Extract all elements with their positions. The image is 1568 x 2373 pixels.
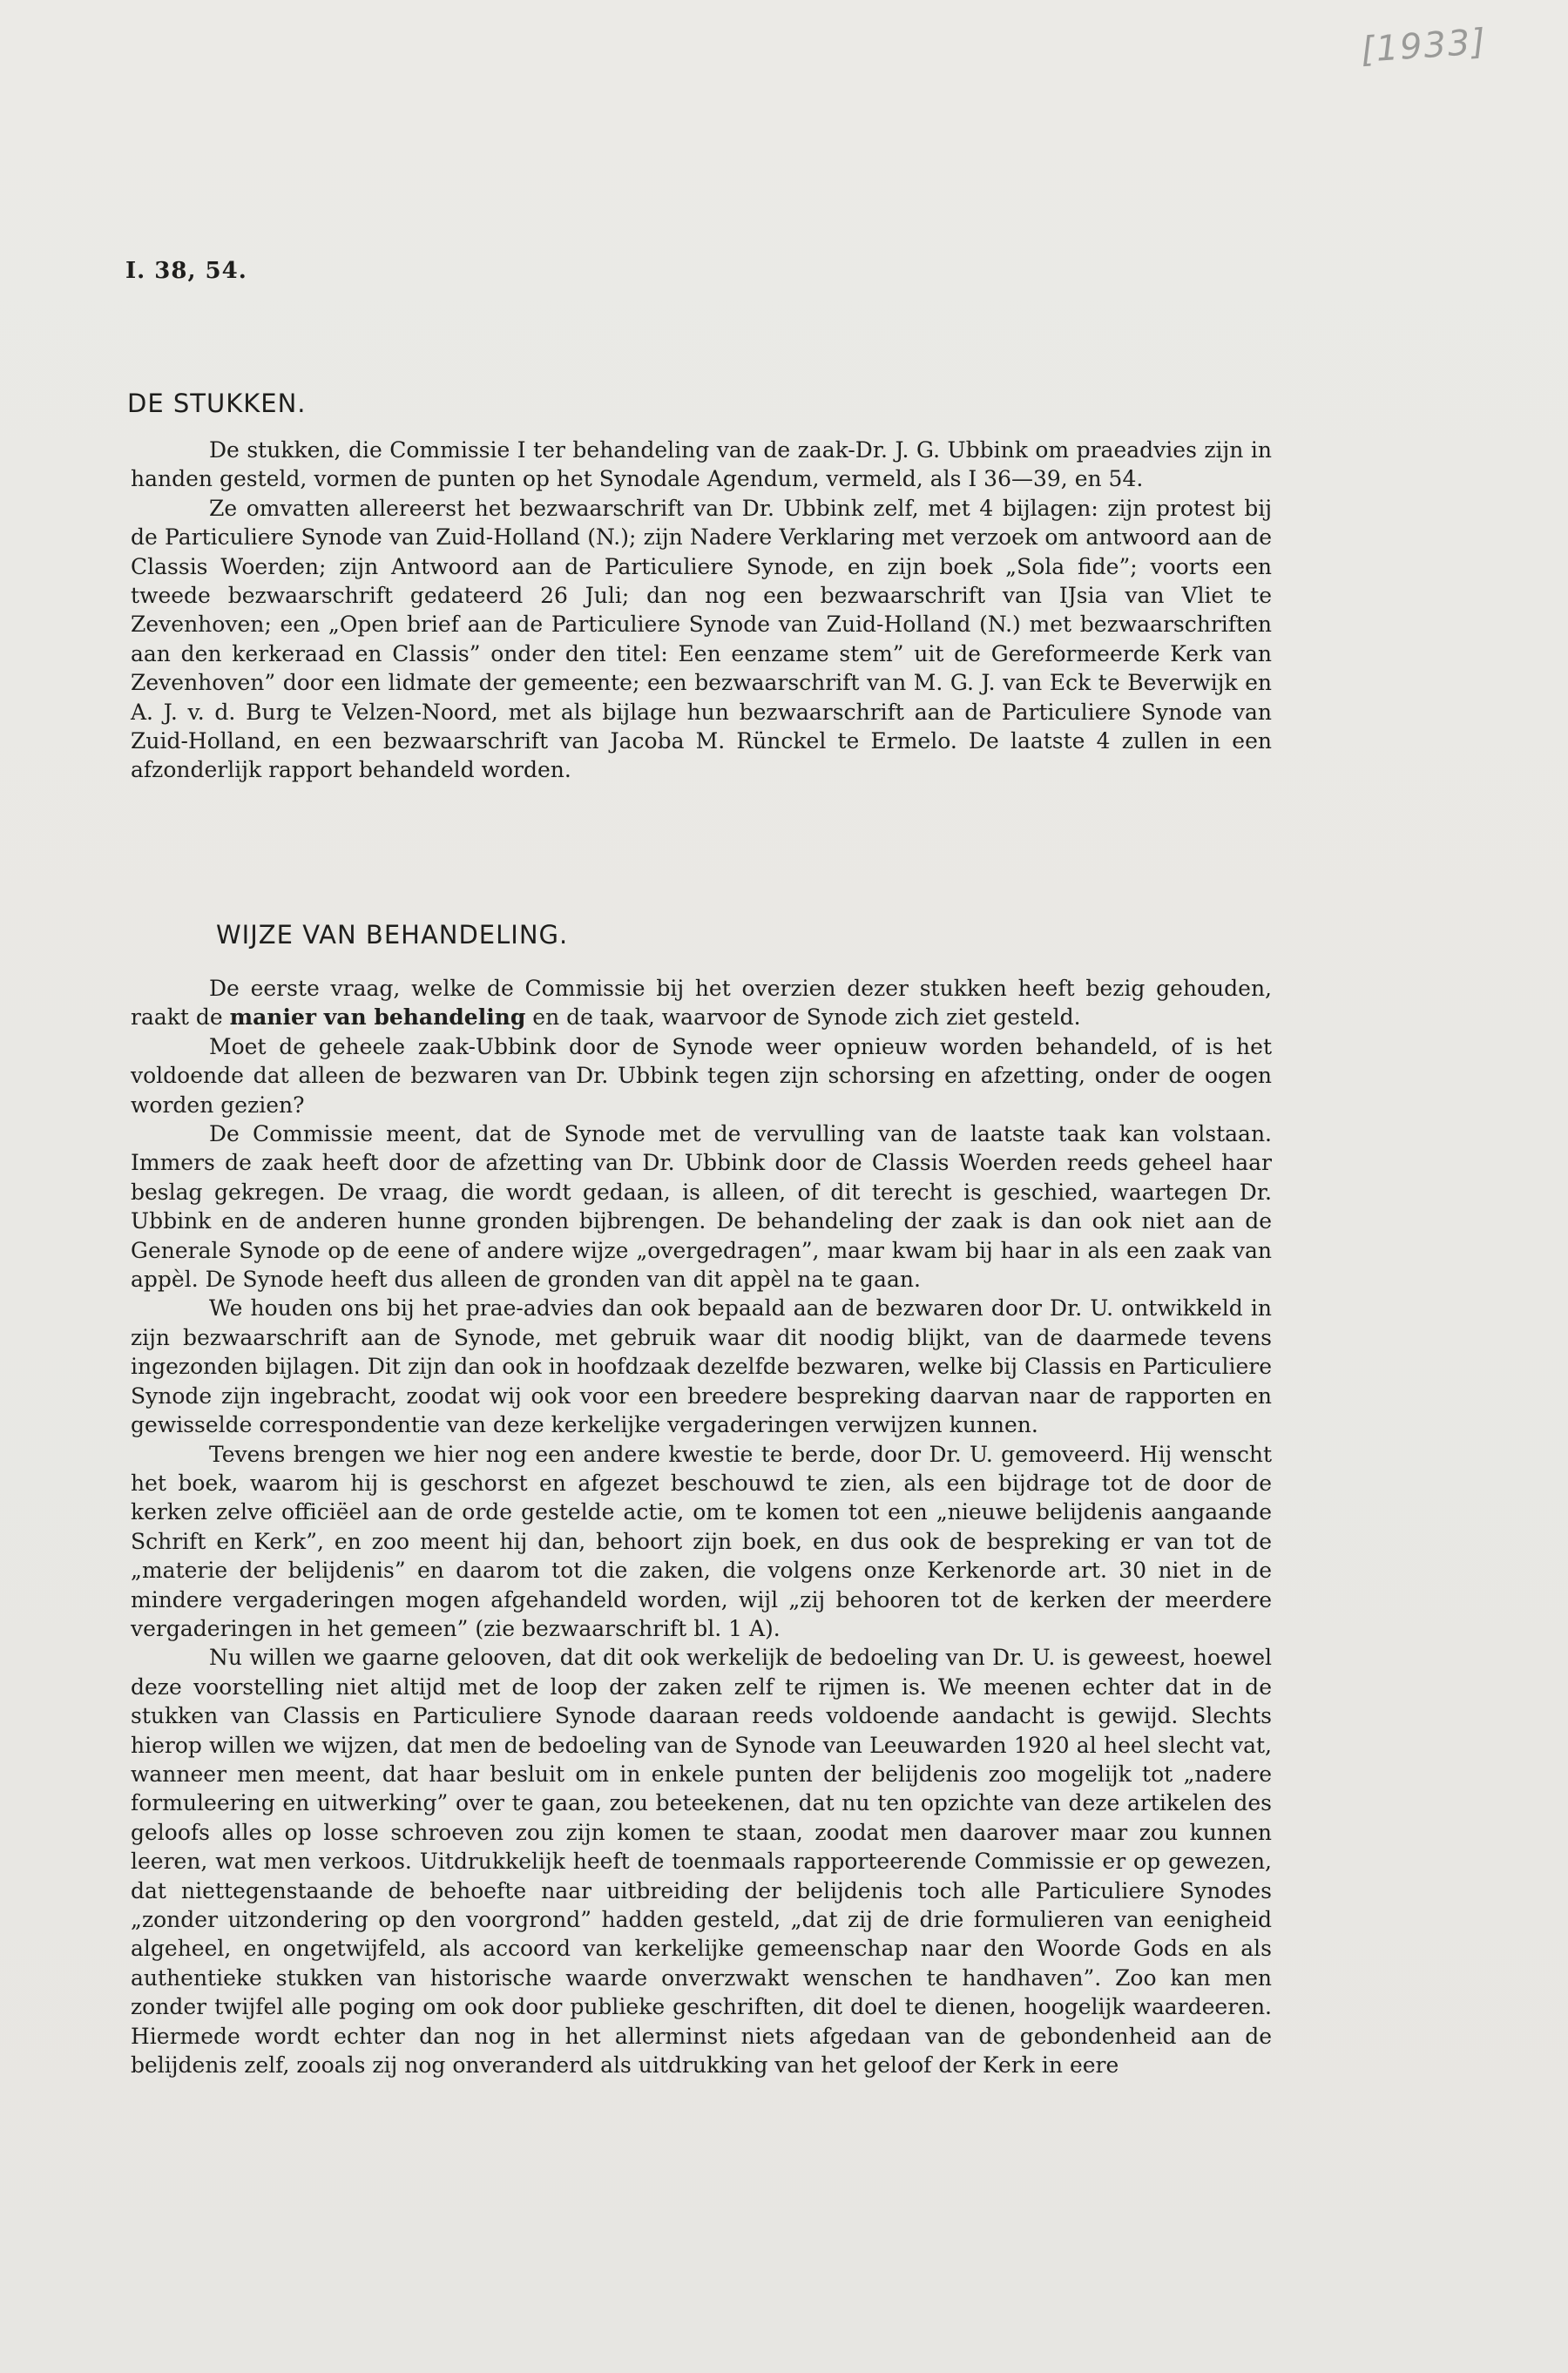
section-body-behandeling	[131, 974, 1272, 2079]
paragraph: De Commissie meent, dat de Synode met de vervulling van de laatste taak kan volstaan. Immers de zaak heeft door de afzetting van Dr. Ubbink door de Classis Woerden reeds geheel haar beslag gekregen. De vraag, die wordt gedaan, is alleen, of dit terecht is geschied, waartegen Dr. Ubbink en de anderen hunne gronden bijbrengen. De behandeling der zaak is dan ook niet aan de Generale Synode op de eene of andere wijze „overgedragen”, maar kwam bij haar in als een zaak van appèl. De Synode heeft dus alleen de gronden van dit appèl na te gaan.	[131, 1121, 1272, 1293]
agenda-reference: I. 38, 54.	[125, 258, 247, 284]
section-title-behandeling: WIJZE VAN BEHANDELING.	[216, 920, 569, 950]
paragraph: De stukken, die Commissie I ter behandeling van de zaak-Dr. J. G. Ubbink om praeadvies zijn in handen gesteld, vormen de punten op het Synodale Agendum, vermeld, als I 36—39, en 54.	[131, 437, 1272, 492]
paragraph: Nu willen we gaarne gelooven, dat dit ook werkelijk de bedoeling van Dr. U. is geweest, hoewel deze voorstelling niet altijd met de loop der zaken zelf te rijmen is. We meenen echter dat in de stukken van Classis en Particuliere Synode daaraan reeds voldoende aandacht is gewijd. Slechts hierop willen we wijzen, dat men de bedoeling van de Synode van Leeuwarden 1920 al heel slecht vat, wanneer men meent, dat haar besluit om in enkele punten der belijdenis zoo mogelijk tot „nadere formuleering en uitwerking” over te gaan, zou beteekenen, dat nu ten opzichte van deze artikelen des geloofs alles op losse schroeven zou zijn komen te staan, zoodat men daarover maar zou kunnen leeren, wat men verkoos. Uitdrukkelijk heeft de toenmaals rapporteerende Commissie er op gewezen, dat niettegenstaande de behoefte naar uitbreiding der belijdenis toch alle Particuliere Synodes „zonder uitzondering op den voorgrond” hadden gesteld, „dat zij de drie formulieren van eenigheid algeheel, en ongetwijfeld, als accoord van kerkelijke gemeenschap naar den Woorde Gods en als authentieke stukken van historische waarde onverzwakt wenschen te handhaven”. Zoo kan men zonder twijfel alle poging om ook door publieke geschriften, dit doel te dienen, hoogelijk waardeeren. Hiermede wordt echter dan nog in het allerminst niets afgedaan van de gebondenheid aan de belijdenis zelf, zooals zij nog onveranderd als uitdrukking van het geloof der Kerk in eere	[131, 1645, 1272, 2079]
paragraph: Tevens brengen we hier nog een andere kwestie te berde, door Dr. U. gemoveerd. Hij wenscht het boek, waarom hij is geschorst en afgezet beschouwd te zien, als een bijdrage tot de door de kerken zelve officiëel aan de orde gestelde actie, om te komen tot een „nieuwe belijdenis aangaande Schrift en Kerk”, en zoo meent hij dan, behoort zijn boek, en dus ook de bespreking er van tot de „materie der belijdenis” en daarom tot die zaken, die volgens onze Kerkenorde art. 30 niet in de mindere vergaderingen mogen afgehandeld worden, wijl „zij behooren tot de kerken der meerdere vergaderingen in het gemeen” (zie bezwaarschrift bl. 1 A).	[131, 1441, 1272, 1641]
paragraph: Ze omvatten allereerst het bezwaarschrift van Dr. Ubbink zelf, met 4 bijlagen: zijn protest bij de Particuliere Synode van Zuid-Holland (N.); zijn Nadere Verklaring met verzoek om antwoord aan de Classis Woerden; zijn Antwoord aan de Particuliere Synode, en zijn boek „Sola fide”; voorts een tweede bezwaarschrift gedateerd 26 Juli; dan nog een bezwaarschrift van IJsia van Vliet te Zevenhoven; een „Open brief aan de Particuliere Synode van Zuid-Holland (N.) met bezwaarschriften aan den kerkeraad en Classis” onder den titel: Een eenzame stem” uit de Gereformeerde Kerk van Zevenhoven” door een lidmate der gemeente; een bezwaarschrift van M. G. J. van Eck te Beverwijk en A. J. v. d. Burg te Velzen-Noord, met als bijlage hun bezwaarschrift aan de Particuliere Synode van Zuid-Holland, en een bezwaarschrift van Jacoba M. Rünckel te Ermelo. De laatste 4 zullen in een afzonderlijk rapport behandeld worden.	[131, 495, 1272, 783]
paragraph: Moet de geheele zaak-Ubbink door de Synode weer opnieuw worden behandeld, of is het voldoende dat alleen de bezwaren van Dr. Ubbink tegen zijn schorsing en afzetting, onder de oogen worden gezien?	[131, 1033, 1272, 1118]
emphasis-text: manier van behandeling	[229, 1004, 526, 1031]
paragraph-text: en de taak, waarvoor de Synode zich ziet gesteld.	[525, 1004, 1081, 1031]
paragraph-text: De eerste vraag, welke de Commissie bij het overzien dezer stukken heeft bezig gehouden, raakt de	[131, 976, 1272, 1031]
section-title-stukken: DE STUKKEN.	[127, 389, 307, 418]
paragraph	[131, 974, 1272, 1032]
section-body-stukken	[131, 436, 1272, 785]
handwritten-year-note: [1933]	[1359, 21, 1489, 71]
paragraph: We houden ons bij het prae-advies dan ook bepaald aan de bezwaren door Dr. U. ontwikkeld in zijn bezwaarschrift aan de Synode, met gebruik waar dit noodig blijkt, van de daarmede tevens ingezonden bijlagen. Dit zijn dan ook in hoofdzaak dezelfde bezwaren, welke bij Classis en Particuliere Synode zijn ingebracht, zoodat wij ook voor een breedere bespreking daarvan naar de rapporten en gewisselde correspondentie van deze kerkelijke vergaderingen verwijzen kunnen.	[131, 1295, 1272, 1438]
